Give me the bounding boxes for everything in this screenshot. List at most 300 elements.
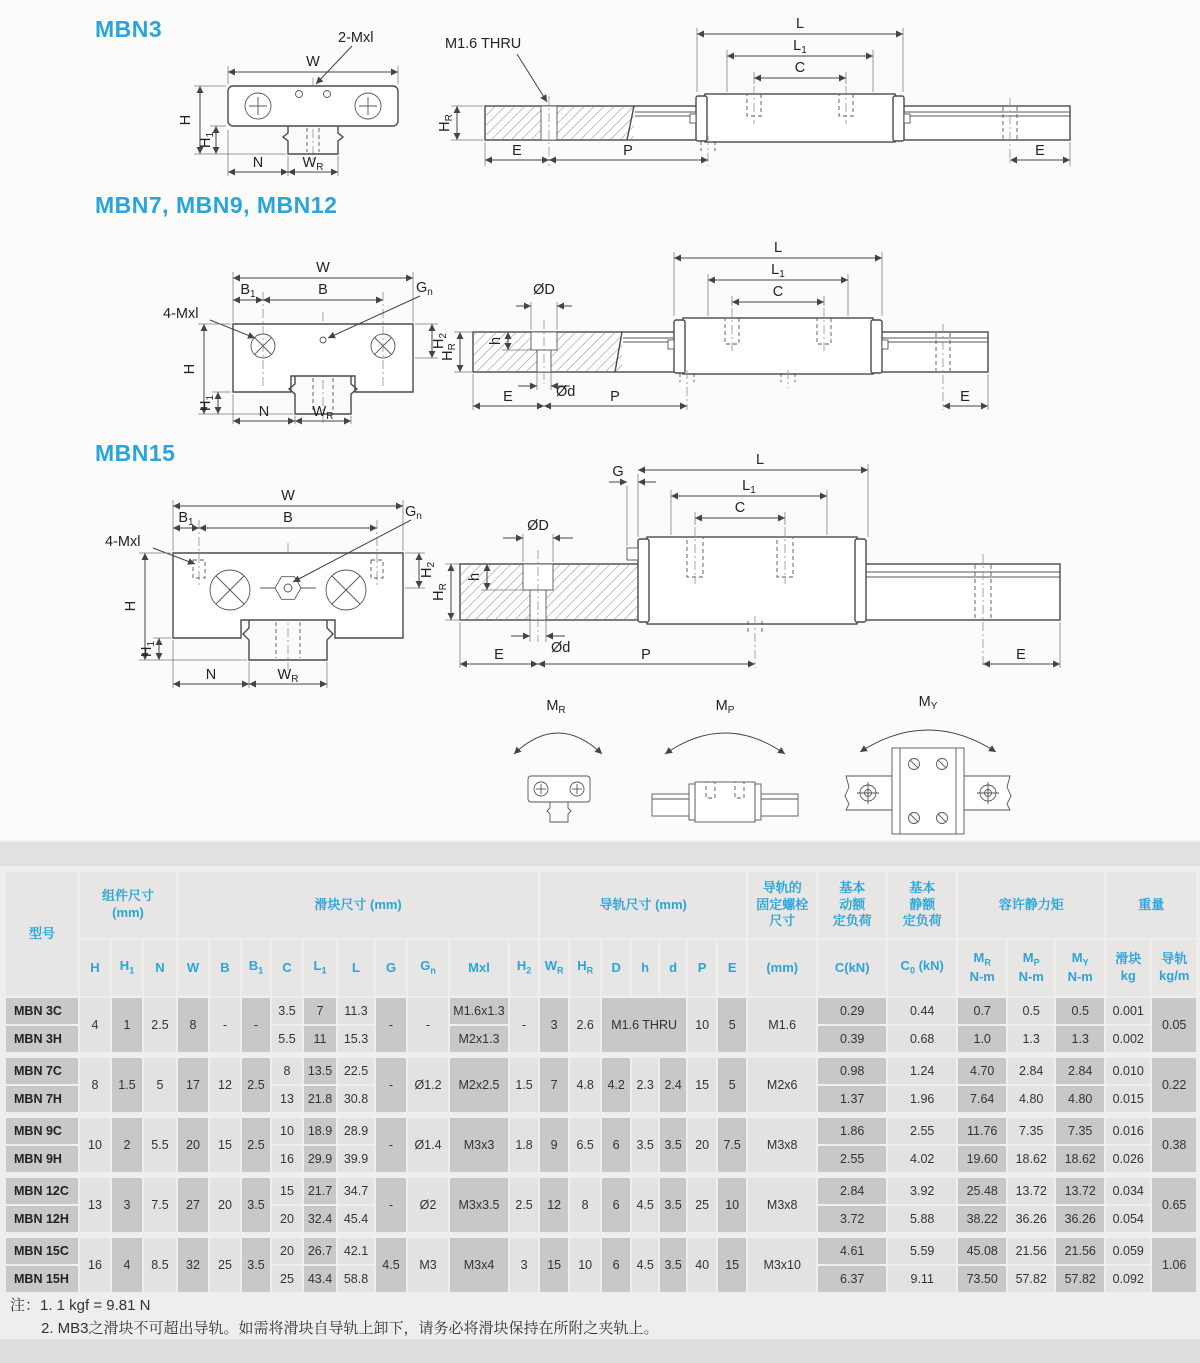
cell: 34.7 <box>338 1178 374 1204</box>
col-bolt-mm: (mm) <box>748 940 816 996</box>
cell: 22.5 <box>338 1058 374 1084</box>
dim-c-label: C <box>734 500 746 516</box>
section-title-mbn3: MBN3 <box>95 16 163 42</box>
cell: 11.76 <box>958 1118 1006 1144</box>
cell: 2.3 <box>632 1058 658 1112</box>
dim-p-label: P <box>623 143 633 159</box>
dim-g-label: G <box>612 464 624 480</box>
col-L1: $L_1$ <box>304 940 336 996</box>
cell: M1.6 <box>748 998 816 1052</box>
mbn7-12-cross-section-drawing <box>148 226 448 431</box>
dim-c-label: C <box>794 60 806 76</box>
cell: 1.06 <box>1152 1238 1196 1292</box>
cell: 0.44 <box>888 998 956 1024</box>
cell: 2.84 <box>818 1178 886 1204</box>
dim-c-label: C <box>772 284 784 300</box>
cell: 20 <box>210 1178 240 1232</box>
mbn7-12-side-view-drawing <box>428 232 1008 417</box>
col-H: H <box>80 940 110 996</box>
cell: 58.8 <box>338 1266 374 1292</box>
section-title-mbn7-9-12: MBN7, MBN9, MBN12 <box>95 192 338 218</box>
cell: 1.96 <box>888 1086 956 1112</box>
cell: 2.5 <box>242 1118 270 1172</box>
dim-b1-label: $B_1$ <box>240 282 256 300</box>
dim-l-label: L <box>773 240 783 256</box>
specification-table <box>4 870 1198 1294</box>
cell: 7.64 <box>958 1086 1006 1112</box>
dim-e2-label: E <box>1035 143 1045 159</box>
dim-e-label: E <box>503 389 513 405</box>
cell: 17 <box>178 1058 208 1112</box>
table-row <box>6 998 1196 1024</box>
cell: 0.5 <box>1056 998 1104 1024</box>
dim-wr-label: $W_R$ <box>277 667 299 685</box>
cell: 2.5 <box>144 998 176 1052</box>
cell: 42.1 <box>338 1238 374 1264</box>
cell: 0.010 <box>1106 1058 1150 1084</box>
dim-2mxl-label: 2-Mxl <box>338 30 374 46</box>
dim-l1-label: $L_1$ <box>771 262 785 280</box>
cell: 3 <box>510 1238 538 1292</box>
cell: 7.35 <box>1056 1118 1104 1144</box>
cell: 21.8 <box>304 1086 336 1112</box>
col-group-weight: 重量 <box>1106 872 1196 938</box>
cell: 13 <box>272 1086 302 1112</box>
cell: 21.56 <box>1056 1238 1104 1264</box>
cell: 32 <box>178 1238 208 1292</box>
cell: 45.4 <box>338 1206 374 1232</box>
cell: 7.5 <box>718 1118 746 1172</box>
cell: 3.5 <box>660 1238 686 1292</box>
cell: 13 <box>80 1178 110 1232</box>
cell: 15 <box>688 1058 716 1112</box>
cell: 43.4 <box>304 1266 336 1292</box>
moment-my-diagram <box>828 686 1028 836</box>
col-H2: $H_2$ <box>510 940 538 996</box>
cell: 7.35 <box>1008 1118 1054 1144</box>
cell: 15.3 <box>338 1026 374 1052</box>
cell: 1.5 <box>112 1058 142 1112</box>
cell: Ø2 <box>408 1178 448 1232</box>
dim-w-label: W <box>316 260 330 276</box>
cell: - <box>376 1178 406 1232</box>
cell: 36.26 <box>1056 1206 1104 1232</box>
col-C0kN: $C_0$ (kN) <box>888 940 956 996</box>
cell: 9.11 <box>888 1266 956 1292</box>
cell: 1.3 <box>1008 1026 1054 1052</box>
cell: - <box>242 998 270 1052</box>
dim-p-label: P <box>641 647 651 663</box>
col-MP: $M_P$ N-m <box>1008 940 1054 996</box>
dim-mr-label: $M_R$ <box>546 698 566 716</box>
cell: 25 <box>688 1178 716 1232</box>
cell: 0.034 <box>1106 1178 1150 1204</box>
dim-dia-d-label: ØD <box>527 518 549 534</box>
dim-n-label: N <box>205 667 217 683</box>
cell: 3.5 <box>660 1118 686 1172</box>
mini-cross-section <box>528 776 590 822</box>
footnote-1: 注：1. 1 kgf = 9.81 N <box>10 1297 151 1314</box>
dim-e-label: E <box>494 647 504 663</box>
cell: 1.5 <box>510 1058 538 1112</box>
cell: Ø1.2 <box>408 1058 448 1112</box>
cell: 3 <box>112 1178 142 1232</box>
col-B: B <box>210 940 240 996</box>
cell: 3.92 <box>888 1178 956 1204</box>
dim-gn-label: $G_n$ <box>405 504 422 522</box>
cell: 2.55 <box>888 1118 956 1144</box>
cell: 6.5 <box>570 1118 600 1172</box>
cell: M3x3.5 <box>450 1178 508 1232</box>
col-B1: $B_1$ <box>242 940 270 996</box>
page-bottom-band <box>0 1339 1200 1363</box>
mbn15-cross-section-drawing <box>95 448 435 698</box>
cell: 7 <box>304 998 336 1024</box>
cell: 5.88 <box>888 1206 956 1232</box>
cell: 4.5 <box>632 1238 658 1292</box>
cell: 0.22 <box>1152 1058 1196 1112</box>
model-cell: MBN 12H <box>6 1206 78 1232</box>
cell: 0.65 <box>1152 1178 1196 1232</box>
cell: 16 <box>80 1238 110 1292</box>
group-separator <box>6 1114 1196 1116</box>
cell: - <box>376 1118 406 1172</box>
cell: - <box>376 1058 406 1112</box>
dim-m16thru-label: M1.6 THRU <box>445 36 522 52</box>
dim-4mxl-label: 4-Mxl <box>163 306 199 322</box>
cell: 12 <box>210 1058 240 1112</box>
model-cell: MBN 15C <box>6 1238 78 1264</box>
cell: 18.62 <box>1056 1146 1104 1172</box>
cell: 2.84 <box>1056 1058 1104 1084</box>
col-group-block: 滑块尺寸 (mm) <box>178 872 538 938</box>
cell: 15 <box>540 1238 568 1292</box>
cell: 2.5 <box>242 1058 270 1112</box>
cell: 7.5 <box>144 1178 176 1232</box>
cell: 10 <box>718 1178 746 1232</box>
cell: 25 <box>272 1266 302 1292</box>
cell: 20 <box>272 1238 302 1264</box>
cell: 20 <box>178 1118 208 1172</box>
table-row <box>6 1178 1196 1204</box>
cell: 0.5 <box>1008 998 1054 1024</box>
col-CkN: C(kN) <box>818 940 886 996</box>
cell: 2.55 <box>818 1146 886 1172</box>
dim-wr-label: $W_R$ <box>302 155 324 173</box>
col-block-kg: 滑块 kg <box>1106 940 1150 996</box>
cell: - <box>408 998 448 1052</box>
cell: M1.6x1.3 <box>450 998 508 1024</box>
cell: 3.5 <box>272 998 302 1024</box>
cell: 2.4 <box>660 1058 686 1112</box>
col-MR: $M_R$ N-m <box>958 940 1006 996</box>
cell: 9 <box>540 1118 568 1172</box>
model-cell: MBN 15H <box>6 1266 78 1292</box>
col-h: h <box>632 940 658 996</box>
cell: 15 <box>272 1178 302 1204</box>
dim-h-label: H <box>178 114 194 126</box>
mini-side-view <box>652 782 798 822</box>
mbn3-side-geometry <box>485 86 1070 166</box>
cell: 20 <box>688 1118 716 1172</box>
col-E: E <box>718 940 746 996</box>
header-group-row <box>6 872 1196 938</box>
col-MY: $M_Y$ N-m <box>1056 940 1104 996</box>
dim-h-small-label: h <box>467 572 483 582</box>
dim-w-label: W <box>306 54 320 70</box>
cell: 1.86 <box>818 1118 886 1144</box>
cell: 0.39 <box>818 1026 886 1052</box>
model-cell: MBN 9C <box>6 1118 78 1144</box>
cell: M3x3 <box>450 1118 508 1172</box>
cell: 2 <box>112 1118 142 1172</box>
col-group-bolt: 导轨的 固定螺栓 尺寸 <box>748 872 816 938</box>
dim-gn-label: $G_n$ <box>416 280 433 298</box>
cell: 16 <box>272 1146 302 1172</box>
cell: 8 <box>272 1058 302 1084</box>
dim-b1-label: $B_1$ <box>178 510 194 528</box>
dim-h1-label: $H_1$ <box>198 131 216 149</box>
col-N: N <box>144 940 176 996</box>
dim-l-label: L <box>755 452 765 468</box>
cell: 4 <box>80 998 110 1052</box>
mbn3-side-dimensions <box>437 16 1070 166</box>
col-H1: $H_1$ <box>112 940 142 996</box>
cell: 3 <box>540 998 568 1052</box>
col-G: G <box>376 940 406 996</box>
dim-4mxl-label: 4-Mxl <box>105 534 141 550</box>
cell: 8 <box>80 1058 110 1112</box>
col-rail-kgm: 导轨 kg/m <box>1152 940 1196 996</box>
mbn15-side-view-drawing <box>425 442 1090 682</box>
cell: 6 <box>602 1238 630 1292</box>
table-row <box>6 1058 1196 1084</box>
dim-h2-label: $H_2$ <box>431 332 449 350</box>
cell: 4.5 <box>632 1178 658 1232</box>
cell: 4.80 <box>1056 1086 1104 1112</box>
dim-dia-d-label: ØD <box>533 282 555 298</box>
cell: 39.9 <box>338 1146 374 1172</box>
dim-dia-d-small-label: Ød <box>556 384 576 400</box>
cell: 30.8 <box>338 1086 374 1112</box>
cell: M3x4 <box>450 1238 508 1292</box>
dim-e-label: E <box>512 143 522 159</box>
table-row <box>6 1238 1196 1264</box>
cell: 4.2 <box>602 1058 630 1112</box>
model-cell: MBN 7C <box>6 1058 78 1084</box>
section-title-mbn15: MBN15 <box>95 440 176 466</box>
spec-table-section <box>0 840 1200 1363</box>
cell: 1 <box>112 998 142 1052</box>
col-model: 型号 <box>6 872 78 996</box>
cell: 0.7 <box>958 998 1006 1024</box>
model-cell: MBN 9H <box>6 1146 78 1172</box>
cell: 3.5 <box>242 1178 270 1232</box>
cell: 10 <box>272 1118 302 1144</box>
pitch-arrow-icon <box>665 733 785 754</box>
cell: 0.015 <box>1106 1086 1150 1112</box>
cell: 0.98 <box>818 1058 886 1084</box>
cell: 4.80 <box>1008 1086 1054 1112</box>
cell: 0.001 <box>1106 998 1150 1024</box>
dim-n-label: N <box>252 155 264 171</box>
model-cell: MBN 3H <box>6 1026 78 1052</box>
mbn3-cross-geometry <box>228 78 398 166</box>
group-separator <box>6 1234 1196 1236</box>
col-group-rail: 导轨尺寸 (mm) <box>540 872 746 938</box>
table-row <box>6 1118 1196 1144</box>
dim-w-label: W <box>281 488 295 504</box>
cell: 1.24 <box>888 1058 956 1084</box>
cell: 1.0 <box>958 1026 1006 1052</box>
dim-b-label: B <box>318 282 328 298</box>
col-C: C <box>272 940 302 996</box>
cell: 4.8 <box>570 1058 600 1112</box>
cell: 5.5 <box>272 1026 302 1052</box>
cell: 57.82 <box>1056 1266 1104 1292</box>
col-WR: $W_R$ <box>540 940 568 996</box>
roll-arrow-icon <box>514 733 602 754</box>
group-separator <box>6 1174 1196 1176</box>
cell: 1.3 <box>1056 1026 1104 1052</box>
cell: 18.62 <box>1008 1146 1054 1172</box>
cell: 13.5 <box>304 1058 336 1084</box>
cell: 11.3 <box>338 998 374 1024</box>
dim-l-label: L <box>795 16 805 32</box>
model-cell: MBN 7H <box>6 1086 78 1112</box>
cell: 4.02 <box>888 1146 956 1172</box>
mbn15-side-geometry <box>460 527 1060 668</box>
col-HR: $H_R$ <box>570 940 600 996</box>
moment-mp-diagram <box>640 690 810 830</box>
dim-p-label: P <box>610 389 620 405</box>
model-cell: MBN 12C <box>6 1178 78 1204</box>
dim-l1-label: $L_1$ <box>742 478 756 496</box>
dim-wr-label: $W_R$ <box>312 404 334 422</box>
cell: M3x10 <box>748 1238 816 1292</box>
cell: 6 <box>602 1178 630 1232</box>
dim-h1-label: $H_1$ <box>198 394 216 412</box>
cell: 20 <box>272 1206 302 1232</box>
cell: 3.5 <box>632 1118 658 1172</box>
cell: 25.48 <box>958 1178 1006 1204</box>
col-W: W <box>178 940 208 996</box>
col-group-dynamic-load: 基本 动额 定负荷 <box>818 872 886 938</box>
cell: 25 <box>210 1238 240 1292</box>
cell: 5 <box>718 998 746 1052</box>
cell: 13.72 <box>1008 1178 1054 1204</box>
cell: 19.60 <box>958 1146 1006 1172</box>
cell: 3.5 <box>242 1238 270 1292</box>
cell: 0.29 <box>818 998 886 1024</box>
cell: M3x8 <box>748 1118 816 1172</box>
cell: 6.37 <box>818 1266 886 1292</box>
cell: 18.9 <box>304 1118 336 1144</box>
cell: 21.7 <box>304 1178 336 1204</box>
cell: 10 <box>688 998 716 1052</box>
cell: - <box>210 998 240 1052</box>
cell: 4.61 <box>818 1238 886 1264</box>
dim-e2-label: E <box>960 389 970 405</box>
dim-mp-label: $M_P$ <box>715 698 735 716</box>
cell: 15 <box>210 1118 240 1172</box>
dim-b-label: B <box>283 510 293 526</box>
table-top-band <box>0 842 1200 866</box>
cell: 0.68 <box>888 1026 956 1052</box>
cell: 29.9 <box>304 1146 336 1172</box>
cell: 1.8 <box>510 1118 538 1172</box>
group-separator <box>6 1054 1196 1056</box>
col-Gn: $G_n$ <box>408 940 448 996</box>
dim-h1-label: $H_1$ <box>139 640 157 658</box>
cell: M3x8 <box>748 1178 816 1232</box>
cell: 7 <box>540 1058 568 1112</box>
dim-hr-label: $H_R$ <box>437 114 455 132</box>
col-L: L <box>338 940 374 996</box>
cell: 0.092 <box>1106 1266 1150 1292</box>
cell: 28.9 <box>338 1118 374 1144</box>
col-group-assembly: 组件尺寸 (mm) <box>80 872 176 938</box>
cell: 5 <box>718 1058 746 1112</box>
mbn3-cross-section-drawing <box>150 24 420 189</box>
cell: 8 <box>178 998 208 1052</box>
cell: 8 <box>570 1178 600 1232</box>
cell: 0.016 <box>1106 1118 1150 1144</box>
dim-h2-label: $H_2$ <box>419 561 437 579</box>
model-cell: MBN 3C <box>6 998 78 1024</box>
dim-hr-label: $H_R$ <box>431 583 449 601</box>
cell: 0.38 <box>1152 1118 1196 1172</box>
cell: 10 <box>570 1238 600 1292</box>
cell: 45.08 <box>958 1238 1006 1264</box>
mbn7-12-side-geometry <box>473 308 988 410</box>
cell: 40 <box>688 1238 716 1292</box>
cell: 11 <box>304 1026 336 1052</box>
cell: 10 <box>80 1118 110 1172</box>
cell: 0.05 <box>1152 998 1196 1052</box>
cell: 5.59 <box>888 1238 956 1264</box>
cell: 0.002 <box>1106 1026 1150 1052</box>
mini-top-view <box>845 748 1011 834</box>
cell: 21.56 <box>1008 1238 1054 1264</box>
cell: 2.5 <box>510 1178 538 1232</box>
cell: 73.50 <box>958 1266 1006 1292</box>
cell: M1.6 THRU <box>602 998 686 1052</box>
col-group-static-load: 基本 静额 定负荷 <box>888 872 956 938</box>
cell: 0.026 <box>1106 1146 1150 1172</box>
cell: 15 <box>718 1238 746 1292</box>
col-Mxl: Mxl <box>450 940 508 996</box>
cell: 2.84 <box>1008 1058 1054 1084</box>
cell: - <box>376 998 406 1052</box>
cell: 4.5 <box>376 1238 406 1292</box>
footnote-2: 2. MB3之滑块不可超出导轨。如需将滑块自导轨上卸下，请务必将滑块保持在所附之夹轨上。 <box>41 1320 659 1338</box>
footnotes <box>10 1294 659 1341</box>
dim-h-small-label: h <box>488 336 504 346</box>
dim-h-label: H <box>182 363 198 375</box>
cell: 12 <box>540 1178 568 1232</box>
col-d: d <box>660 940 686 996</box>
cell: M2x1.3 <box>450 1026 508 1052</box>
cell: 5 <box>144 1058 176 1112</box>
cell: 32.4 <box>304 1206 336 1232</box>
cell: 0.054 <box>1106 1206 1150 1232</box>
cell: 57.82 <box>1008 1266 1054 1292</box>
cell: 2.6 <box>570 998 600 1052</box>
cell: 3.5 <box>660 1178 686 1232</box>
cell: 27 <box>178 1178 208 1232</box>
mbn3-side-view-drawing <box>405 8 1105 178</box>
